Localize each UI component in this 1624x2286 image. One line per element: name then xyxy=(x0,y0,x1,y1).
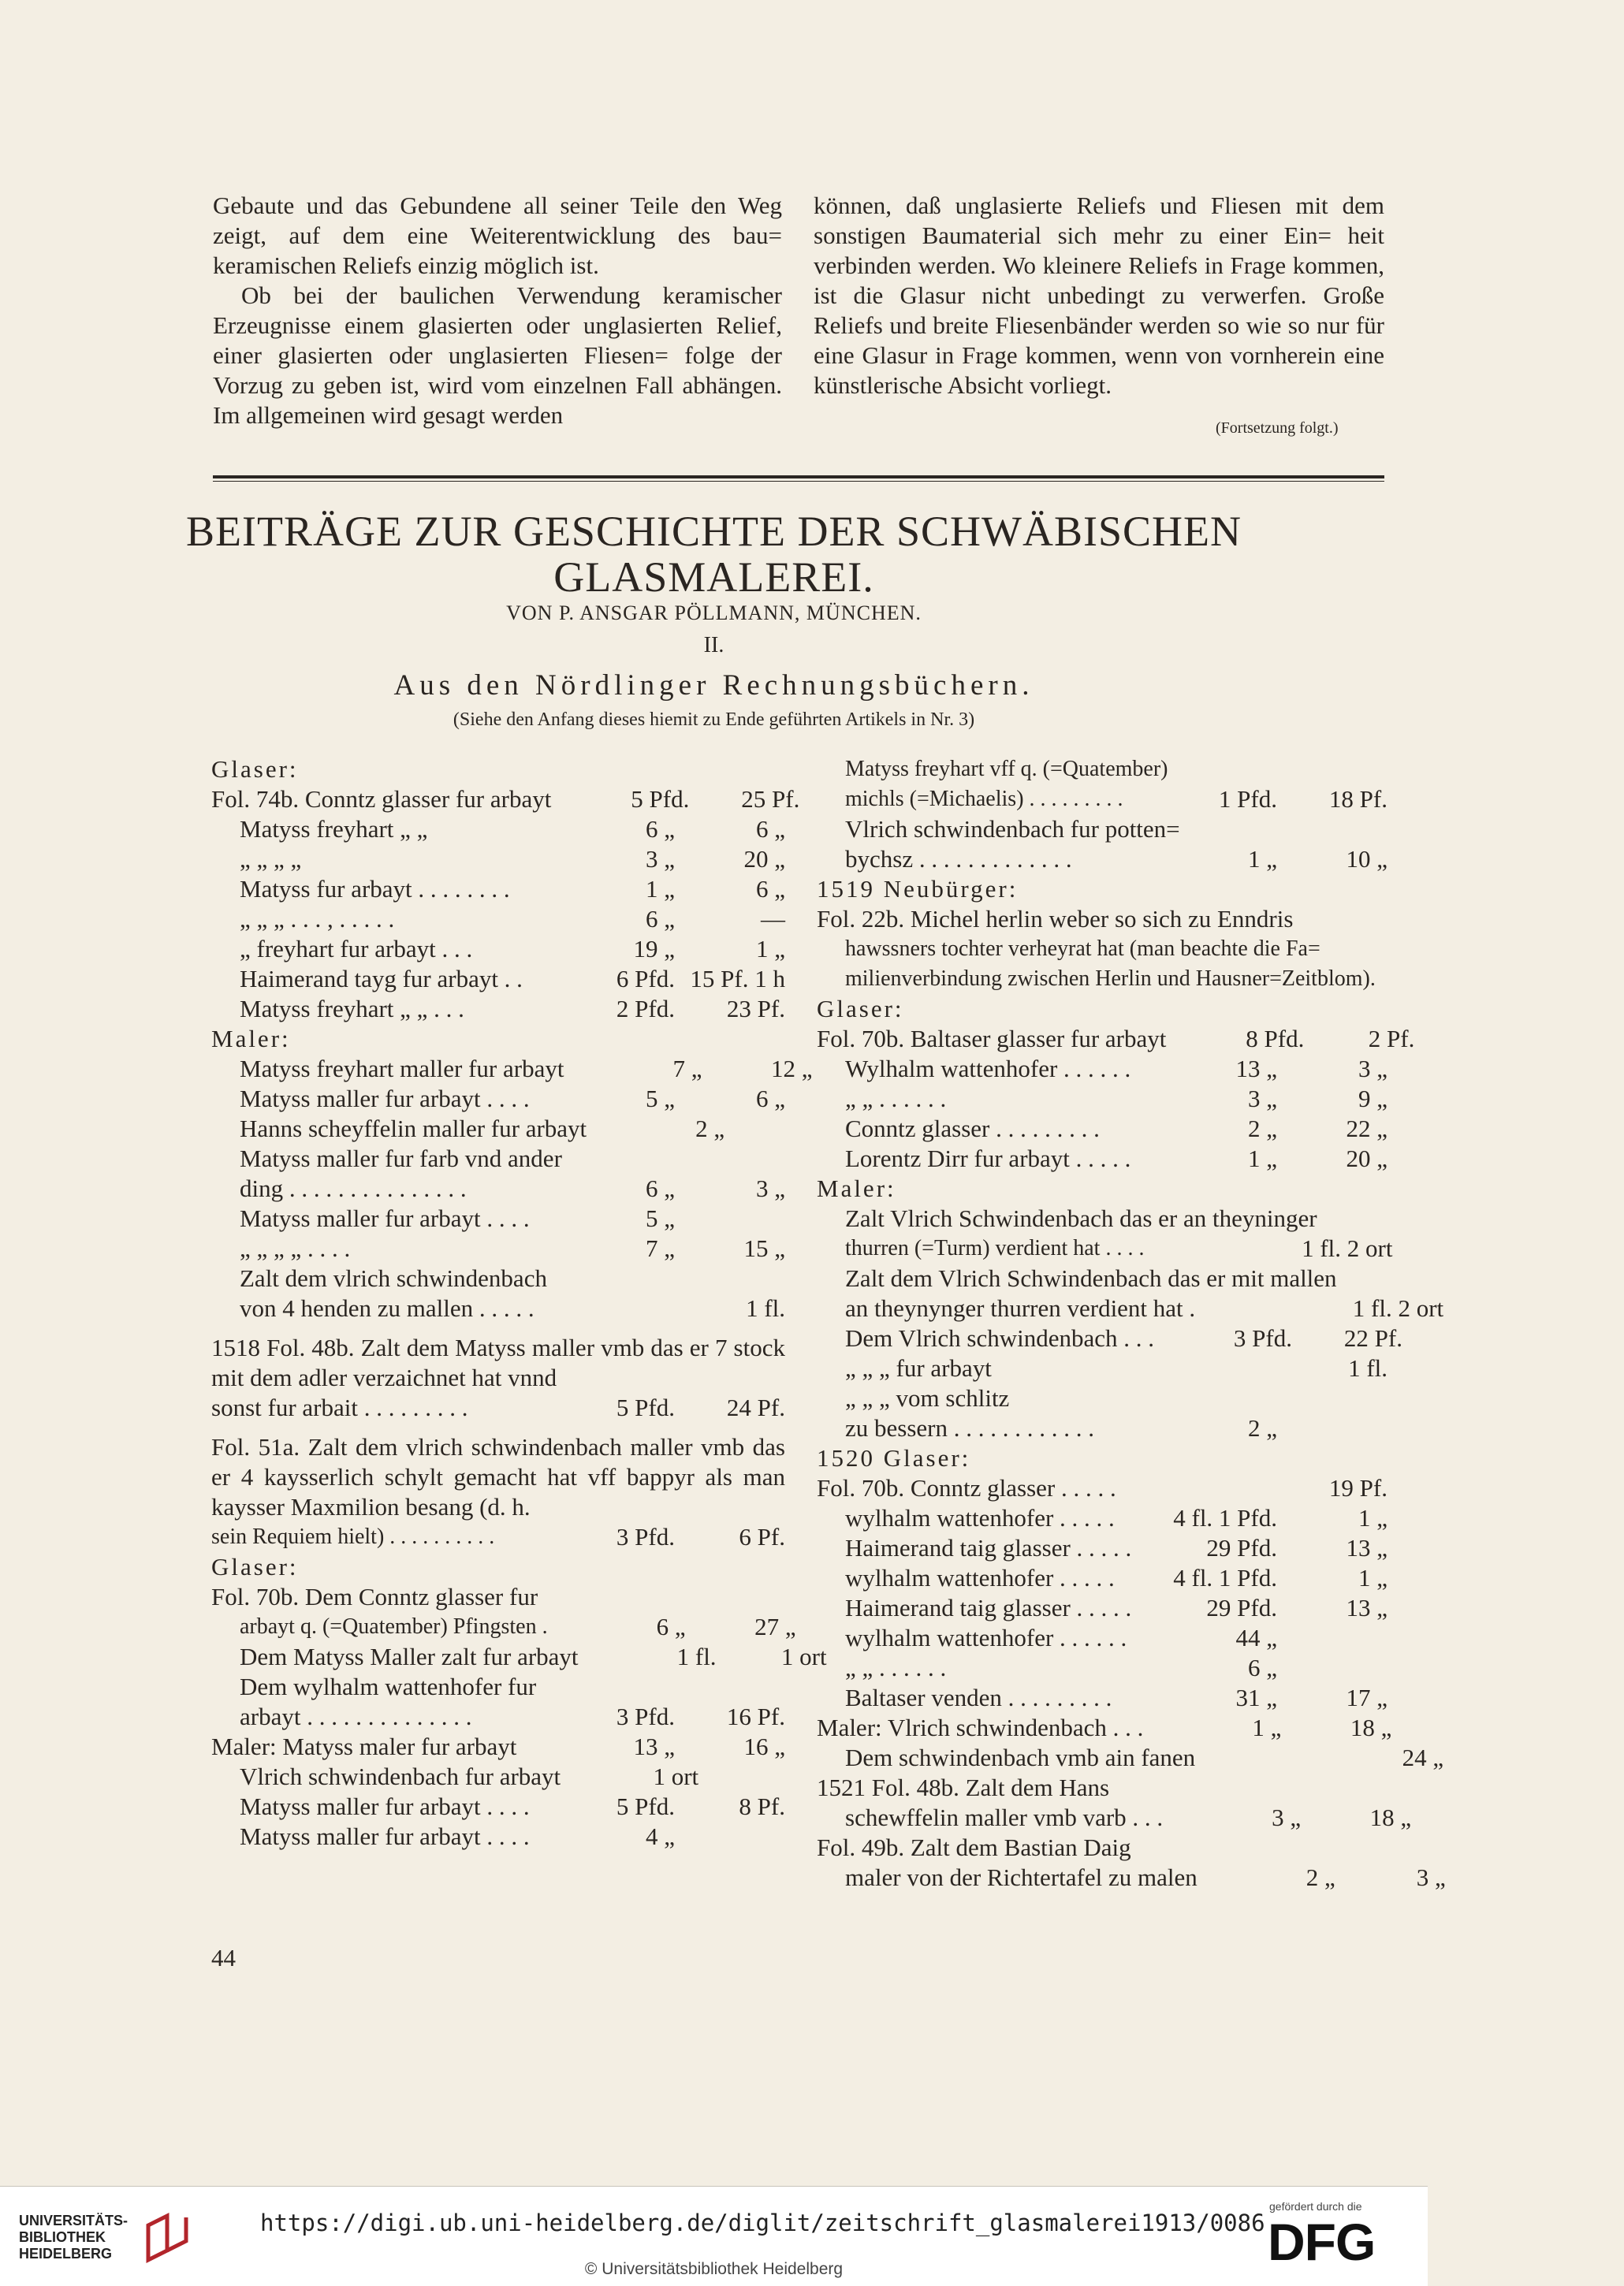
entry-amount-primary: 1 „ xyxy=(1247,1145,1277,1172)
article-byline: VON P. ANSGAR PÖLLMANN, MÜNCHEN. xyxy=(506,601,922,624)
entry-label: „ „ . . . . . . xyxy=(845,1085,947,1112)
entry-label: „ „ „ „ xyxy=(240,845,302,873)
article-note: (Siehe den Anfang dieses hiemit zu Ende geführten Artikels in Nr. 3) xyxy=(453,709,975,730)
entry-amount-primary xyxy=(1144,1234,1282,1264)
ledger-section-heading: Glaser: xyxy=(211,1553,299,1580)
entry-amount-primary xyxy=(537,1672,675,1702)
entry-amount-secondary: 16 „ xyxy=(743,1733,785,1760)
ledger-entry xyxy=(817,1773,1387,1803)
entry-amount-primary: 31 „ xyxy=(1235,1684,1277,1711)
entry-label: Matyss maller fur arbayt . . . . xyxy=(240,1085,530,1112)
entry-amount-secondary: 24 „ xyxy=(1402,1744,1444,1771)
entry-label: Baltaser venden . . . . . . . . . xyxy=(845,1684,1112,1711)
ledger-entry xyxy=(211,1054,813,1084)
ledger-entry xyxy=(817,1024,1415,1054)
entry-amount-secondary xyxy=(700,1144,810,1174)
ledger-spacer xyxy=(211,1324,785,1333)
ledger-entry xyxy=(211,934,785,964)
ledger-entry xyxy=(211,1294,785,1324)
entry-label: Haimerand tayg fur arbayt . . xyxy=(240,965,523,992)
intro-right-column xyxy=(814,191,1384,400)
entry-amount-secondary: 1 fl. 2 ort xyxy=(1302,1234,1393,1262)
ledger-section-heading: Glaser: xyxy=(817,995,904,1022)
entry-amount-secondary: 8 Pf. xyxy=(739,1793,785,1820)
ledger-entry xyxy=(817,1324,1402,1353)
library-name xyxy=(19,2213,128,2262)
entry-label: wylhalm wattenhofer . . . . . xyxy=(845,1564,1115,1592)
entry-label: Matyss freyhart maller fur arbayt xyxy=(240,1055,564,1082)
entry-amount-secondary: 19 Pf. xyxy=(1328,1474,1387,1502)
entry-amount-secondary: 1 fl. xyxy=(746,1294,785,1322)
ledger-section-heading: Maler: xyxy=(211,1025,291,1052)
ledger-entry xyxy=(817,1383,1387,1413)
ledger-entry xyxy=(211,1582,785,1612)
ledger-section-heading: 1519 Neubürger: xyxy=(817,875,1019,903)
ledger-entry xyxy=(211,1642,827,1672)
entry-amount-primary: 3 Pfd. xyxy=(616,1523,675,1551)
entry-amount-primary: 6 „ xyxy=(645,1175,675,1202)
entry-label: milienverbindung zwischen Herlin und Hausner=Zeitblom). xyxy=(845,966,1376,991)
entry-label: Matyss maller fur arbayt . . . . xyxy=(240,1793,530,1820)
page-number: 44 xyxy=(211,1944,236,1971)
entry-amount-secondary xyxy=(698,1762,809,1792)
ledger-entry xyxy=(817,1473,1387,1503)
entry-amount-primary xyxy=(1293,904,1431,934)
entry-label: von 4 henden zu mallen . . . . . xyxy=(240,1294,535,1322)
entry-amount-secondary xyxy=(675,1822,785,1852)
entry-label: Dem Vlrich schwindenbach . . . xyxy=(845,1324,1154,1352)
entry-amount-secondary: 20 „ xyxy=(1346,1145,1387,1172)
ledger-entry xyxy=(211,1084,785,1114)
entry-amount-primary: 4 „ xyxy=(645,1822,675,1850)
ledger-entry xyxy=(817,784,1387,814)
ledger-entry xyxy=(817,1713,1392,1743)
ledger-entry xyxy=(211,1234,785,1264)
entry-amount-primary xyxy=(1139,1773,1277,1803)
entry-amount-secondary xyxy=(1455,1204,1566,1234)
ledger-entry xyxy=(211,844,785,874)
ledger-section-heading: 1520 Glaser: xyxy=(817,1444,971,1472)
entry-amount-primary: 1 „ xyxy=(645,875,675,903)
entry-label: arbayt q. (=Quatember) Pfingsten . xyxy=(240,1614,548,1639)
entry-amount-secondary xyxy=(1458,934,1569,964)
entry-amount-secondary: 22 Pf. xyxy=(1343,1324,1402,1352)
entry-amount-primary: 1 „ xyxy=(1252,1714,1282,1741)
ledger-entry xyxy=(211,1114,785,1144)
entry-label: Matyss maller fur farb vnd ander xyxy=(240,1145,562,1172)
ledger-entry xyxy=(817,1803,1412,1833)
entry-amount-primary: 3 Pfd. xyxy=(616,1703,675,1730)
entry-amount-primary xyxy=(1320,934,1458,964)
library-name-line: HEIDELBERG xyxy=(19,2246,113,2262)
entry-amount-secondary: 25 Pf. xyxy=(741,785,800,813)
entry-amount-primary: 1 Pfd. xyxy=(1218,785,1277,813)
ledger-entry xyxy=(211,814,785,844)
entry-amount-secondary: 6 „ xyxy=(755,1085,785,1112)
entry-amount-secondary: — xyxy=(761,905,785,933)
ledger-entry xyxy=(817,1653,1387,1683)
entry-amount-secondary: 20 „ xyxy=(743,845,785,873)
entry-label: Matyss freyhart vff q. (=Quatember) xyxy=(845,757,1168,781)
entry-amount-primary: 1 fl. xyxy=(676,1643,717,1670)
footer-bar xyxy=(0,2186,1428,2286)
entry-label: Fol. 74b. Conntz glasser fur arbayt xyxy=(211,785,552,813)
ledger-entry xyxy=(817,1353,1387,1383)
entry-amount-primary: 2 Pfd. xyxy=(616,995,675,1022)
entry-amount-primary xyxy=(547,1264,685,1294)
ledger-paragraph: 1518 Fol. 48b. Zalt dem Matyss maller vmb das er 7 stock mit dem adler verzaichnet hat vnnd xyxy=(211,1334,785,1391)
entry-amount-secondary: 27 „ xyxy=(754,1613,796,1640)
ledger-entry xyxy=(817,844,1387,874)
entry-amount-secondary xyxy=(685,1264,795,1294)
entry-amount-secondary: 1 fl. 2 ort xyxy=(1352,1294,1444,1322)
entry-amount-primary: 19 „ xyxy=(633,935,675,962)
entry-label: Haimerand taig glasser . . . . . xyxy=(845,1534,1132,1562)
article-title-line: BEITRÄGE ZUR GESCHICHTE DER SCHWÄBISCHEN xyxy=(185,508,1242,555)
intro-paragraph: können, daß unglasierte Reliefs und Fliesen mit dem sonstigen Baumaterial sich mehr zu einer Ein= heit verbinden werden. Wo kleinere Reliefs in Frage kommen, ist die Glasur nicht unbedingt zu verwerfen. Große Reliefs und breite Fliesenbänder werden so wie so nur für eine Glasur in Frage kommen, wenn von vornherein eine künstlerische Absicht vorliegt. xyxy=(814,192,1384,399)
entry-label: Fol. 49b. Zalt dem Bastian Daig xyxy=(817,1834,1131,1861)
entry-amount-primary xyxy=(1376,964,1514,994)
ledger-entry xyxy=(211,874,785,904)
article-title-line: GLASMALEREI. xyxy=(553,553,874,601)
entry-amount-secondary: 1 „ xyxy=(1358,1504,1387,1532)
entry-amount-primary: 7 „ xyxy=(645,1234,675,1262)
ledger-entry xyxy=(817,1084,1387,1114)
entry-amount-secondary: 6 Pf. xyxy=(739,1523,785,1551)
entry-amount-secondary: 18 „ xyxy=(1350,1714,1392,1741)
entry-label: michls (=Michaelis) . . . . . . . . . xyxy=(845,787,1123,811)
ledger-section-heading: Maler: xyxy=(817,1175,896,1202)
ledger-paragraph: Fol. 51a. Zalt dem vlrich schwindenbach maller vmb das er 4 kaysserlich schylt gemacht hat vff bappyr als man kaysser Maxmilion besang (d. h. xyxy=(211,1433,785,1521)
ledger-entry xyxy=(817,1054,1387,1084)
entry-amount-primary: 44 „ xyxy=(1235,1624,1277,1651)
entry-amount-primary xyxy=(1139,1353,1277,1383)
entry-amount-primary: 13 „ xyxy=(633,1733,675,1760)
entry-label: „ „ „ . . . , . . . . . xyxy=(240,905,395,933)
entry-amount-secondary: 15 „ xyxy=(743,1234,785,1262)
entry-label: an theynynger thurren verdient hat . xyxy=(845,1294,1196,1322)
entry-label: Fol. 70b. Dem Conntz glasser fur xyxy=(211,1583,538,1610)
entry-amount-secondary xyxy=(1431,904,1541,934)
entry-label: Matyss freyhart „ „ . . . xyxy=(240,995,464,1022)
entry-amount-primary xyxy=(1195,1294,1333,1324)
entry-amount-secondary xyxy=(1277,1773,1387,1803)
entry-amount-secondary: 13 „ xyxy=(1346,1594,1387,1621)
intro-paragraph: Gebaute und das Gebundene all seiner Teile den Weg zeigt, auf dem eine Weiterentwicklung des bau= keramischen Reliefs einzig möglich ist. xyxy=(213,192,782,279)
ledger-entry xyxy=(211,1762,785,1792)
ledger-entry xyxy=(817,754,1387,784)
entry-amount-primary: 8 Pfd. xyxy=(1246,1025,1305,1052)
ledger-entry xyxy=(211,1264,785,1294)
entry-amount-primary: 6 „ xyxy=(656,1613,686,1640)
entry-amount-primary xyxy=(1337,1264,1475,1294)
entry-amount-secondary xyxy=(675,1672,785,1702)
ledger-entry xyxy=(817,1413,1387,1443)
entry-amount-secondary: 6 „ xyxy=(755,875,785,903)
entry-amount-primary: 3 Pfd. xyxy=(1233,1324,1292,1352)
entry-label: zu bessern . . . . . . . . . . . . xyxy=(845,1414,1094,1442)
entry-amount-secondary: 24 Pf. xyxy=(726,1394,785,1421)
ledger-entry xyxy=(817,1743,1444,1773)
ledger-entry xyxy=(211,1144,785,1174)
ledger-entry xyxy=(211,1732,785,1762)
ledger-entry xyxy=(817,814,1387,844)
entry-amount-secondary: 1 fl. xyxy=(1348,1354,1387,1382)
footer-divider xyxy=(0,2186,1428,2187)
entry-label: Lorentz Dirr fur arbayt . . . . . xyxy=(845,1145,1131,1172)
entry-label: Fol. 70b. Conntz glasser . . . . . xyxy=(817,1474,1116,1502)
entry-amount-secondary xyxy=(1277,1623,1387,1653)
entry-label: Matyss fur arbayt . . . . . . . . xyxy=(240,875,510,903)
ledger-entry xyxy=(211,1612,796,1642)
entry-label: Zalt dem Vlrich Schwindenbach das er mit mallen xyxy=(845,1264,1337,1292)
entry-amount-secondary: 18 Pf. xyxy=(1328,785,1387,813)
entry-amount-secondary xyxy=(675,1204,785,1234)
ledger-entry xyxy=(211,1822,785,1852)
entry-label: Dem Matyss Maller zalt fur arbayt xyxy=(240,1643,579,1670)
entry-amount-primary: 6 „ xyxy=(1247,1654,1277,1681)
entry-label: Vlrich schwindenbach fur arbayt xyxy=(240,1763,561,1790)
entry-label: Zalt Vlrich Schwindenbach das er an theyninger xyxy=(845,1204,1317,1232)
section-divider-thin xyxy=(213,481,1384,482)
entry-amount-primary xyxy=(562,1144,700,1174)
entry-amount-primary: 29 Pfd. xyxy=(1206,1534,1277,1562)
entry-label: Dem schwindenbach vmb ain fanen xyxy=(845,1744,1196,1771)
entry-amount-secondary xyxy=(1318,814,1428,844)
entry-amount-primary: 3 „ xyxy=(645,845,675,873)
entry-amount-primary xyxy=(538,1582,676,1612)
ledger-entry xyxy=(817,1234,1393,1264)
entry-amount-primary: 13 „ xyxy=(1235,1055,1277,1082)
entry-label: Zalt dem vlrich schwindenbach xyxy=(240,1264,547,1292)
entry-amount-secondary: 3 „ xyxy=(1416,1863,1446,1891)
entry-label: hawssners tochter verheyrat hat (man beachte die Fa= xyxy=(845,936,1320,961)
entry-amount-secondary xyxy=(1277,1383,1387,1413)
entry-amount-primary xyxy=(1139,1383,1277,1413)
entry-label: Maler: Matyss maler fur arbayt xyxy=(211,1733,517,1760)
entry-amount-primary: 4 fl. 1 Pfd. xyxy=(1173,1564,1277,1592)
entry-label: Haimerand taig glasser . . . . . xyxy=(845,1594,1132,1621)
ledger-entry xyxy=(817,1593,1387,1623)
ledger-entry xyxy=(817,1563,1387,1593)
article-part-number: II. xyxy=(703,633,724,657)
ledger-entry xyxy=(817,1683,1387,1713)
entry-amount-secondary: 17 „ xyxy=(1346,1684,1387,1711)
entry-amount-secondary: 12 „ xyxy=(770,1055,813,1082)
library-name-line: BIBLIOTHEK xyxy=(19,2229,106,2245)
ledger-entry xyxy=(817,1833,1387,1863)
copyright-notice: © Universitätsbibliothek Heidelberg xyxy=(584,2260,844,2278)
entry-label: sein Requiem hielt) . . . . . . . . . . xyxy=(211,1525,495,1549)
entry-amount-secondary xyxy=(1277,1653,1387,1683)
entry-label: Maler: Vlrich schwindenbach . . . xyxy=(817,1714,1144,1741)
entry-label: „ „ „ vom schlitz xyxy=(845,1384,1010,1412)
entry-amount-secondary: 10 „ xyxy=(1346,845,1387,873)
ledger-entry xyxy=(817,1503,1387,1533)
entry-label: wylhalm wattenhofer . . . . . xyxy=(845,1504,1115,1532)
entry-amount-secondary: 23 Pf. xyxy=(726,995,785,1022)
entry-amount-secondary: 1 „ xyxy=(1358,1564,1387,1592)
entry-amount-secondary: 15 Pf. 1 h xyxy=(690,965,785,992)
entry-amount-primary: 6 „ xyxy=(645,815,675,843)
entry-label: Matyss freyhart „ „ xyxy=(240,815,428,843)
entry-amount-secondary: 1 ort xyxy=(780,1643,827,1670)
entry-amount-primary: 1 „ xyxy=(1247,845,1277,873)
entry-amount-primary xyxy=(1180,814,1318,844)
entry-amount-primary: 6 „ xyxy=(645,905,675,933)
entry-amount-secondary: 22 „ xyxy=(1346,1115,1387,1142)
ledger-entry xyxy=(817,1204,1387,1234)
entry-amount-secondary: 13 „ xyxy=(1346,1534,1387,1562)
ledger-entry xyxy=(817,1623,1387,1653)
continued-note: (Fortsetzung folgt.) xyxy=(1216,419,1339,437)
entry-amount-secondary xyxy=(1277,1833,1387,1863)
entry-label: Hanns scheyffelin maller fur arbayt xyxy=(240,1115,587,1142)
entry-label: 1521 Fol. 48b. Zalt dem Hans xyxy=(817,1774,1110,1801)
entry-amount-primary xyxy=(1195,1743,1333,1773)
entry-amount-primary: 29 Pfd. xyxy=(1206,1594,1277,1621)
dfg-logo: DFG xyxy=(1268,2213,1376,2271)
entry-label: Wylhalm wattenhofer . . . . . . xyxy=(845,1055,1131,1082)
intro-left-column xyxy=(213,191,782,430)
entry-label: schewffelin maller vmb varb . . . xyxy=(845,1804,1164,1831)
entry-label: Dem wylhalm wattenhofer fur xyxy=(240,1673,537,1700)
entry-amount-primary: 6 Pfd. xyxy=(616,965,675,992)
article-title xyxy=(0,508,1428,600)
ledger-entry xyxy=(211,904,785,934)
entry-label: wylhalm wattenhofer . . . . . . xyxy=(845,1624,1127,1651)
entry-amount-secondary: 1 „ xyxy=(755,935,785,962)
entry-amount-primary: 5 Pfd. xyxy=(631,785,690,813)
entry-amount-primary: 3 „ xyxy=(1272,1804,1302,1831)
entry-amount-primary xyxy=(1139,1833,1277,1863)
ledger-entry xyxy=(817,964,1387,994)
entry-label: Matyss maller fur arbayt . . . . xyxy=(240,1204,530,1232)
entry-label: Conntz glasser . . . . . . . . . xyxy=(845,1115,1100,1142)
entry-amount-secondary xyxy=(1277,1413,1387,1443)
ledger-entry xyxy=(211,1393,785,1423)
entry-label: „ „ . . . . . . xyxy=(845,1654,947,1681)
entry-amount-primary: 5 „ xyxy=(645,1085,675,1112)
entry-label: ding . . . . . . . . . . . . . . . xyxy=(240,1175,467,1202)
ledger-entry xyxy=(817,1863,1446,1893)
entry-amount-primary xyxy=(537,1294,675,1324)
entry-amount-secondary xyxy=(1306,754,1416,784)
article-subtitle: Aus den Nördlinger Rechnungsbüchern. xyxy=(393,669,1034,702)
funder-caption: gefördert durch die xyxy=(1269,2200,1362,2213)
ledger-left-column xyxy=(211,754,827,1852)
ledger-entry xyxy=(211,1672,785,1702)
ledger-entry xyxy=(211,1174,785,1204)
entry-label: Fol. 70b. Baltaser glasser fur arbayt xyxy=(817,1025,1167,1052)
entry-amount-secondary xyxy=(1475,1264,1585,1294)
entry-label: thurren (=Turm) verdient hat . . . . xyxy=(845,1236,1145,1260)
entry-amount-primary: 4 fl. 1 Pfd. xyxy=(1173,1504,1277,1532)
ledger-entry xyxy=(817,1114,1387,1144)
entry-amount-primary xyxy=(1168,754,1306,784)
library-name-line: UNIVERSITÄTS- xyxy=(19,2213,129,2228)
ledger-entry xyxy=(211,994,785,1024)
entry-amount-secondary: 9 „ xyxy=(1358,1085,1387,1112)
entry-amount-secondary: 3 „ xyxy=(755,1175,785,1202)
entry-label: „ „ „ „ . . . . xyxy=(240,1234,351,1262)
entry-label: Matyss maller fur arbayt . . . . xyxy=(240,1822,530,1850)
entry-amount-primary: 3 „ xyxy=(1247,1085,1277,1112)
entry-amount-primary: 2 „ xyxy=(1306,1863,1335,1891)
ledger-entry xyxy=(211,1702,785,1732)
entry-amount-primary: 2 „ xyxy=(695,1115,725,1142)
library-logo-icon xyxy=(140,2213,196,2265)
entry-amount-primary xyxy=(1317,1204,1455,1234)
ledger-entry xyxy=(817,1294,1444,1324)
entry-label: sonst fur arbait . . . . . . . . . xyxy=(211,1394,468,1421)
section-divider xyxy=(213,475,1384,478)
entry-label: arbayt . . . . . . . . . . . . . . xyxy=(240,1703,472,1730)
entry-label: maler von der Richtertafel zu malen xyxy=(845,1863,1198,1891)
entry-amount-secondary: 18 „ xyxy=(1369,1804,1412,1831)
ledger-entry xyxy=(817,1533,1387,1563)
entry-amount-secondary: 6 „ xyxy=(755,815,785,843)
source-link[interactable]: https://digi.ub.uni-heidelberg.de/diglit/zeitschrift_glasmalerei1913/0086 xyxy=(260,2210,1265,2236)
entry-amount-secondary: 2 Pf. xyxy=(1368,1025,1415,1052)
ledger-entry xyxy=(817,1264,1387,1294)
intro-paragraph: Ob bei der baulichen Verwendung keramischer Erzeugnisse einem glasierten oder unglasierten Relief, einer glasierten oder unglasierten Fliesen= folge der Vorzug zu geben ist, wird vom einzelnen Fall abhängen. Im allgemeinen wird gesagt werden xyxy=(213,281,782,429)
entry-amount-primary: 5 Pfd. xyxy=(616,1394,675,1421)
ledger-entry xyxy=(211,1792,785,1822)
ledger-entry xyxy=(211,1204,785,1234)
entry-amount-secondary xyxy=(676,1582,786,1612)
entry-amount-primary: 1 ort xyxy=(653,1763,699,1790)
ledger-entry xyxy=(817,1144,1387,1174)
entry-amount-primary: 5 „ xyxy=(645,1204,675,1232)
entry-label: Fol. 22b. Michel herlin weber so sich zu Enndris xyxy=(817,905,1294,933)
entry-label: „ freyhart fur arbayt . . . xyxy=(240,935,473,962)
entry-amount-primary: 2 „ xyxy=(1247,1115,1277,1142)
entry-label: „ „ „ fur arbayt xyxy=(845,1354,992,1382)
entry-amount-primary xyxy=(1139,1473,1277,1503)
ledger-entry xyxy=(817,904,1387,934)
entry-label: Vlrich schwindenbach fur potten= xyxy=(845,815,1180,843)
ledger-entry xyxy=(211,1522,785,1552)
ledger-right-column xyxy=(817,754,1446,1893)
ledger-entry xyxy=(817,934,1387,964)
ledger-entry xyxy=(211,784,800,814)
entry-label: bychsz . . . . . . . . . . . . . xyxy=(845,845,1072,873)
ledger-entry xyxy=(211,964,785,994)
entry-amount-secondary: 16 Pf. xyxy=(726,1703,785,1730)
ledger-spacer xyxy=(211,1423,785,1432)
entry-amount-primary: 5 Pfd. xyxy=(616,1793,675,1820)
entry-amount-secondary xyxy=(1514,964,1624,994)
ledger-section-heading: Glaser: xyxy=(211,755,299,783)
entry-amount-primary: 7 „ xyxy=(672,1055,702,1082)
entry-amount-secondary: 3 „ xyxy=(1358,1055,1387,1082)
entry-amount-primary: 2 „ xyxy=(1247,1414,1277,1442)
